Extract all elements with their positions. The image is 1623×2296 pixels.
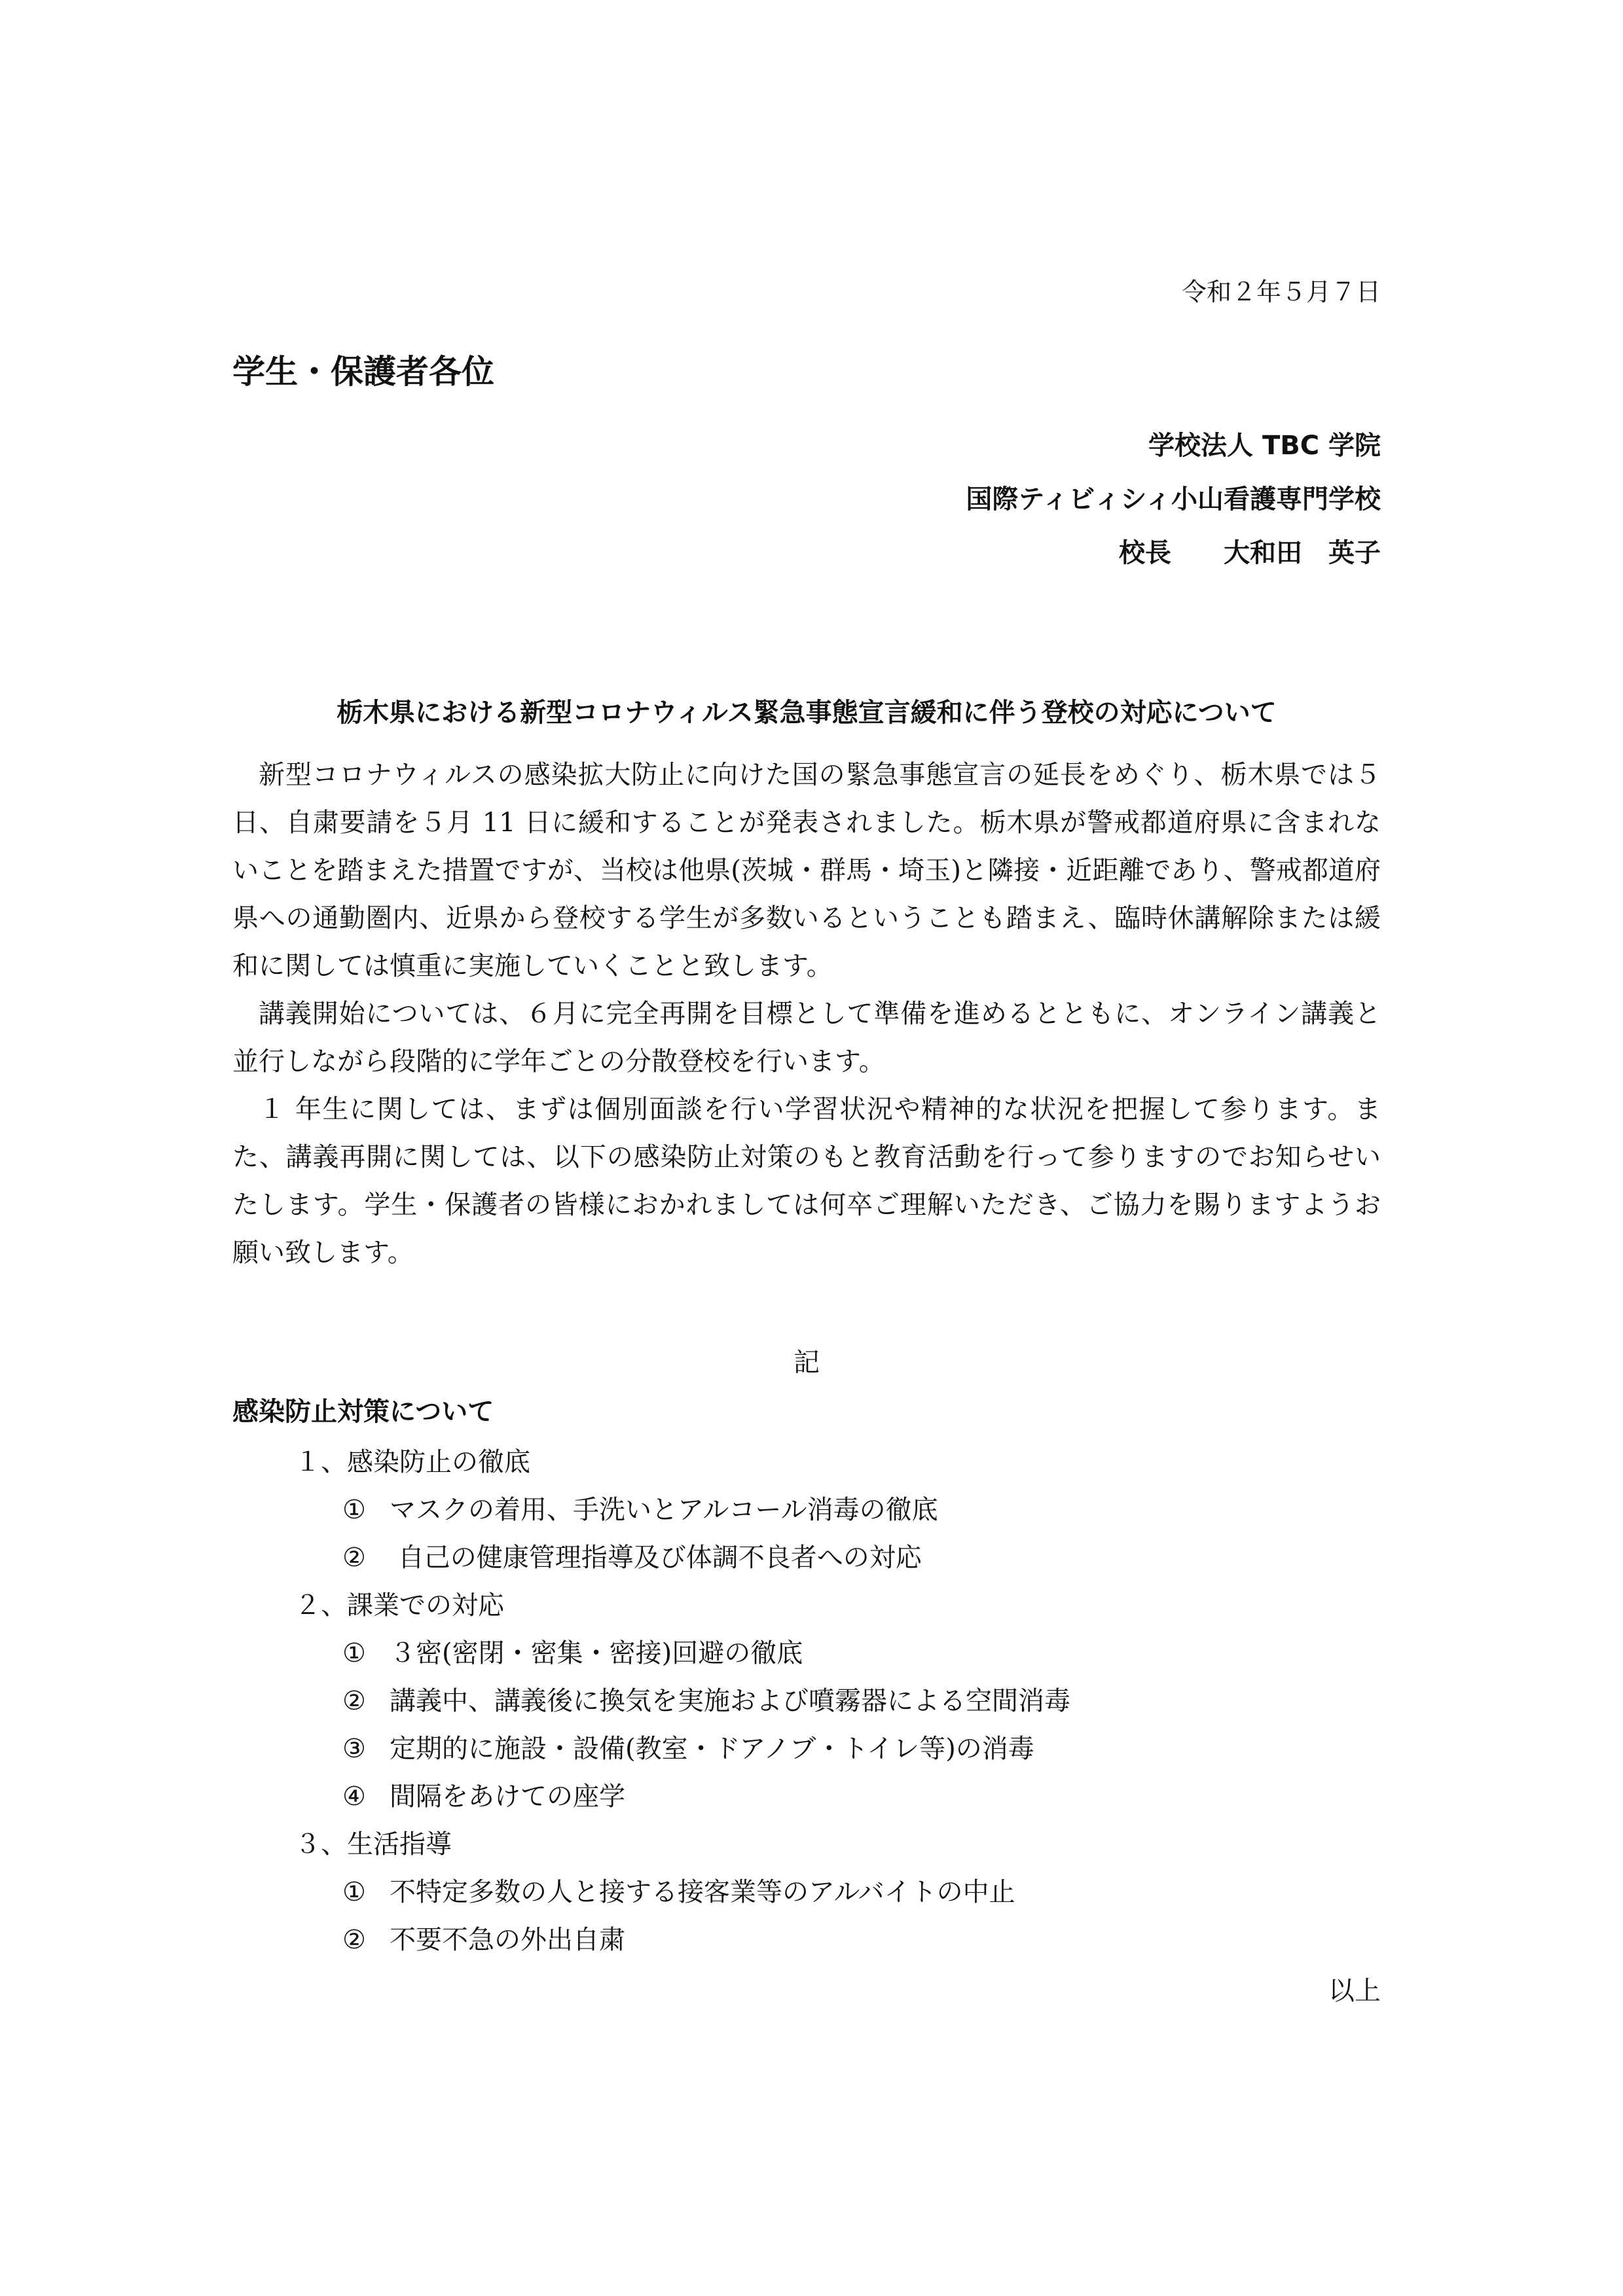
document-date: 令和２年５月７日 bbox=[1181, 278, 1381, 306]
measure-item-number: ① bbox=[342, 1495, 366, 1525]
measure-item-number: ② bbox=[342, 1686, 366, 1716]
measure-group-label: ３、生活指導 bbox=[295, 1829, 452, 1859]
sender-block bbox=[966, 419, 1381, 580]
measure-item-number: ③ bbox=[342, 1734, 366, 1764]
body-paragraph: １ 年生に関しては、まずは個別面談を行い学習状況や精神的な状況を把握して参ります。また、講義再開に関しては、以下の感染防止対策のもと教育活動を行って参りますのでお知らせいたします。学生・保護者の皆様におかれましては何卒ご理解いただき、ご協力を賜りますようお願い致します。 bbox=[232, 1094, 1381, 1268]
sender-principal: 校長 大和田 英子 bbox=[1119, 538, 1381, 568]
sender-school: 国際ティビィシィ小山看護専門学校 bbox=[966, 484, 1381, 514]
document-title: 栃木県における新型コロナウィルス緊急事態宣言緩和に伴う登校の対応について bbox=[337, 698, 1277, 728]
measure-item-text: マスクの着用、手洗いとアルコール消毒の徹底 bbox=[390, 1495, 938, 1525]
measure-item-number: ① bbox=[342, 1877, 366, 1907]
body-paragraph: 講義開始については、６月に完全再開を目標として準備を進めるとともに、オンライン講義と並行しながら段階的に学年ごとの分散登校を行います。 bbox=[232, 999, 1381, 1077]
measure-item bbox=[232, 1486, 1070, 1534]
measure-group-label: ２、課業での対応 bbox=[295, 1590, 504, 1621]
measure-item-text: 講義中、講義後に換気を実施および噴霧器による空間消毒 bbox=[390, 1686, 1070, 1716]
sender-organization: 学校法人 TBC 学院 bbox=[1148, 431, 1381, 461]
measure-item bbox=[232, 1869, 1070, 1916]
measures-list bbox=[232, 1439, 1070, 1964]
measure-item bbox=[232, 1534, 1070, 1582]
body-text bbox=[232, 751, 1381, 1277]
measure-item-number: ④ bbox=[342, 1782, 366, 1812]
measure-item-text: 不要不急の外出自粛 bbox=[390, 1925, 625, 1955]
measure-item-text: ３密(密閉・密集・密接)回避の徹底 bbox=[390, 1638, 803, 1668]
measure-item-text: 不特定多数の人と接する接客業等のアルバイトの中止 bbox=[390, 1877, 1015, 1907]
measure-item-text: 自己の健康管理指導及び体調不良者への対応 bbox=[390, 1543, 922, 1573]
measure-item-text: 定期的に施設・設備(教室・ドアノブ・トイレ等)の消毒 bbox=[390, 1734, 1034, 1764]
measure-item-number: ① bbox=[342, 1638, 366, 1668]
measure-item bbox=[232, 1773, 1070, 1821]
measure-item-number: ② bbox=[342, 1543, 366, 1573]
measure-item bbox=[232, 1677, 1070, 1725]
section-title: 感染防止対策について bbox=[232, 1397, 494, 1427]
addressee: 学生・保護者各位 bbox=[232, 353, 494, 391]
body-paragraph: 新型コロナウィルスの感染拡大防止に向けた国の緊急事態宣言の延長をめぐり、栃木県では５日、自粛要請を５月 11 日に緩和することが発表されました。栃木県が警戒都道府県に含まれないことを踏まえた措置ですが、当校は他県(茨城・群馬・埼玉)と隣接・近距離であり、警戒都道府県への通勤圏内、近県から登校する学生が多数いるということも踏まえ、臨時休講解除または緩和に関しては慎重に実施していくことと致します。 bbox=[232, 760, 1381, 981]
measure-item-text: 間隔をあけての座学 bbox=[390, 1782, 625, 1812]
measure-item bbox=[232, 1725, 1070, 1773]
measure-item-number: ② bbox=[342, 1925, 366, 1955]
measure-item bbox=[232, 1630, 1070, 1677]
measure-item bbox=[232, 1916, 1070, 1964]
measure-group-label: １、感染防止の徹底 bbox=[295, 1447, 530, 1477]
closing-mark: 以上 bbox=[1328, 1976, 1381, 2006]
ki-heading: 記 bbox=[793, 1348, 820, 1378]
